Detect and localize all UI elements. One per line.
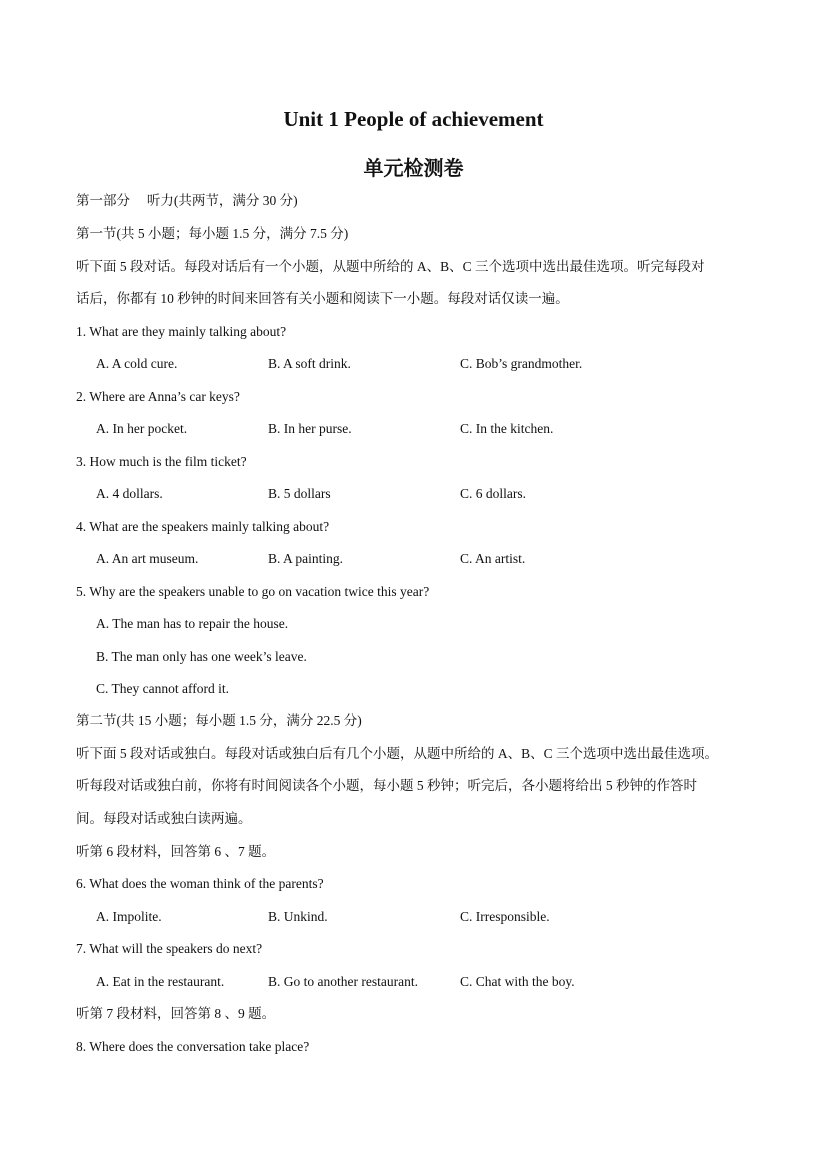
- material-6-header: 听第 6 段材料，回答第 6 、7 题。: [76, 844, 276, 859]
- question-1-option-a: A. A cold cure.: [96, 356, 178, 371]
- question-5-option-b: B. The man only has one week’s leave.: [96, 649, 307, 664]
- question-7-option-b: B. Go to another restaurant.: [268, 974, 418, 989]
- section1-instructions-line-1: 听下面 5 段对话。每段对话后有一个小题，从题中所给的 A、B、C 三个选项中选出最佳选项。听完每段对: [76, 259, 705, 274]
- question-6-option-a: A. Impolite.: [96, 909, 162, 924]
- question-3-option-a: A. 4 dollars.: [96, 486, 163, 501]
- question-5-option-c: C. They cannot afford it.: [96, 681, 229, 696]
- question-2-option-c: C. In the kitchen.: [460, 421, 554, 436]
- question-1-stem: 1. What are they mainly talking about?: [76, 324, 287, 339]
- question-3-option-b: B. 5 dollars: [268, 486, 331, 501]
- question-5-stem: 5. Why are the speakers unable to go on vacation twice this year?: [76, 584, 430, 599]
- question-7-stem: 7. What will the speakers do next?: [76, 941, 263, 956]
- section2-instructions-line-3: 间。每段对话或独白读两遍。: [76, 811, 252, 826]
- question-6-stem: 6. What does the woman think of the parents?: [76, 876, 324, 891]
- question-8-stem: 8. Where does the conversation take place?: [76, 1039, 310, 1054]
- question-2-option-a: A. In her pocket.: [96, 421, 188, 436]
- material-7-header: 听第 7 段材料，回答第 8 、9 题。: [76, 1006, 276, 1021]
- section1-header: 第一节(共 5 小题；每小题 1.5 分，满分 7.5 分): [76, 226, 349, 241]
- section2-header: 第二节(共 15 小题；每小题 1.5 分，满分 22.5 分): [76, 713, 362, 728]
- question-4-stem: 4. What are the speakers mainly talking about?: [76, 519, 330, 534]
- question-4-option-c: C. An artist.: [460, 551, 526, 566]
- question-2-option-b: B. In her purse.: [268, 421, 352, 436]
- question-6-option-c: C. Irresponsible.: [460, 909, 550, 924]
- question-6-option-b: B. Unkind.: [268, 909, 328, 924]
- question-7-option-c: C. Chat with the boy.: [460, 974, 575, 989]
- section1-instructions-line-2: 话后，你都有 10 秒钟的时间来回答有关小题和阅读下一小题。每段对话仅读一遍。: [76, 291, 569, 306]
- document-title-english: Unit 1 People of achievement: [283, 107, 544, 131]
- question-1-option-b: B. A soft drink.: [268, 356, 351, 371]
- section2-instructions-line-1: 听下面 5 段对话或独白。每段对话或独白后有几个小题，从题中所给的 A、B、C 三个选项中选出最佳选项。: [76, 746, 719, 761]
- question-3-option-c: C. 6 dollars.: [460, 486, 526, 501]
- question-3-stem: 3. How much is the film ticket?: [76, 454, 247, 469]
- part1-header: 第一部分 听力(共两节，满分 30 分): [76, 193, 298, 208]
- question-1-option-c: C. Bob’s grandmother.: [460, 356, 583, 371]
- question-4-option-b: B. A painting.: [268, 551, 344, 566]
- document-title-chinese: 单元检测卷: [363, 158, 464, 180]
- question-5-option-a: A. The man has to repair the house.: [96, 616, 289, 631]
- section2-instructions-line-2: 听每段对话或独白前，你将有时间阅读各个小题，每小题 5 秒钟；听完后，各小题将给出 5 秒钟的作答时: [76, 778, 697, 793]
- question-7-option-a: A. Eat in the restaurant.: [96, 974, 225, 989]
- question-4-option-a: A. An art museum.: [96, 551, 199, 566]
- question-2-stem: 2. Where are Anna’s car keys?: [76, 389, 240, 404]
